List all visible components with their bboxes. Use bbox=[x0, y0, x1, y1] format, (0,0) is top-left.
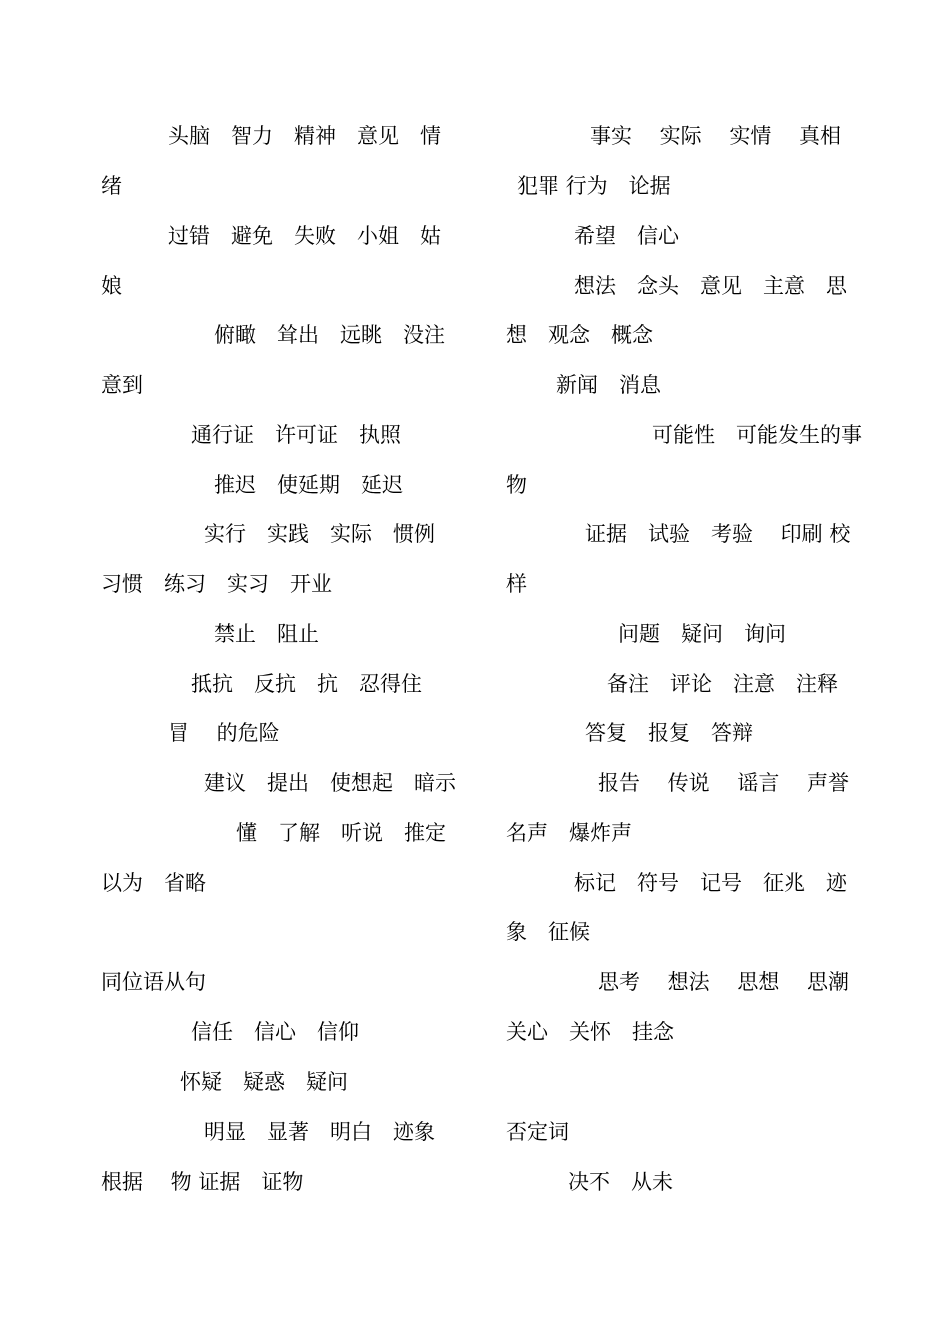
text-line: 建议 提出 使想起 暗示 bbox=[204, 771, 456, 795]
text-line: 绪 bbox=[101, 174, 122, 198]
text-line: 希望 信心 bbox=[574, 224, 679, 248]
text-line: 决不 从未 bbox=[568, 1170, 673, 1194]
text-line: 明显 显著 明白 迹象 bbox=[204, 1120, 435, 1144]
text-line: 报告 传说 谣言 声誉 bbox=[598, 771, 850, 795]
text-line: 实行 实践 实际 惯例 bbox=[204, 522, 435, 546]
text-line: 证据 试验 考验 印刷 校 bbox=[585, 522, 851, 546]
text-line: 备注 评论 注意 注释 bbox=[607, 672, 838, 696]
text-line: 推迟 使延期 延迟 bbox=[214, 473, 403, 497]
text-line: 犯罪 行为 论据 bbox=[517, 174, 671, 198]
text-line: 过错 避免 失败 小姐 姑 bbox=[168, 224, 441, 248]
text-line: 事实 实际 实情 真相 bbox=[590, 124, 842, 148]
text-line: 新闻 消息 bbox=[556, 373, 661, 397]
text-line: 俯瞰 耸出 远眺 没注 bbox=[214, 323, 445, 347]
text-line: 名声 爆炸声 bbox=[506, 821, 632, 845]
text-line: 意到 bbox=[101, 373, 143, 397]
text-line: 问题 疑问 询问 bbox=[618, 622, 786, 646]
text-line: 答复 报复 答辩 bbox=[585, 721, 753, 745]
text-line: 根据 物 证据 证物 bbox=[101, 1170, 304, 1194]
text-line: 抵抗 反抗 抗 忍得住 bbox=[191, 672, 422, 696]
text-line: 以为 省略 bbox=[101, 871, 206, 895]
text-line: 思考 想法 思想 思潮 bbox=[598, 970, 850, 994]
text-line: 冒 的危险 bbox=[168, 721, 280, 745]
text-line: 通行证 许可证 执照 bbox=[191, 423, 401, 447]
text-line: 可能性 可能发生的事 bbox=[652, 423, 862, 447]
text-line: 样 bbox=[506, 572, 527, 596]
text-line: 信任 信心 信仰 bbox=[191, 1020, 359, 1044]
right-column bbox=[480, 0, 950, 1344]
text-line: 娘 bbox=[101, 274, 122, 298]
section-heading: 否定词 bbox=[506, 1120, 569, 1144]
text-line: 标记 符号 记号 征兆 迹 bbox=[574, 871, 847, 895]
text-line: 怀疑 疑惑 疑问 bbox=[180, 1070, 348, 1094]
text-line: 关心 关怀 挂念 bbox=[506, 1020, 674, 1044]
section-heading: 同位语从句 bbox=[101, 970, 206, 994]
text-line: 懂 了解 听说 推定 bbox=[236, 821, 446, 845]
text-line: 象 征候 bbox=[506, 920, 590, 944]
text-line: 头脑 智力 精神 意见 情 bbox=[168, 124, 441, 148]
text-line: 物 bbox=[506, 473, 527, 497]
text-line: 禁止 阻止 bbox=[214, 622, 319, 646]
text-line: 想 观念 概念 bbox=[506, 323, 653, 347]
text-line: 想法 念头 意见 主意 思 bbox=[574, 274, 847, 298]
text-line: 习惯 练习 实习 开业 bbox=[101, 572, 332, 596]
